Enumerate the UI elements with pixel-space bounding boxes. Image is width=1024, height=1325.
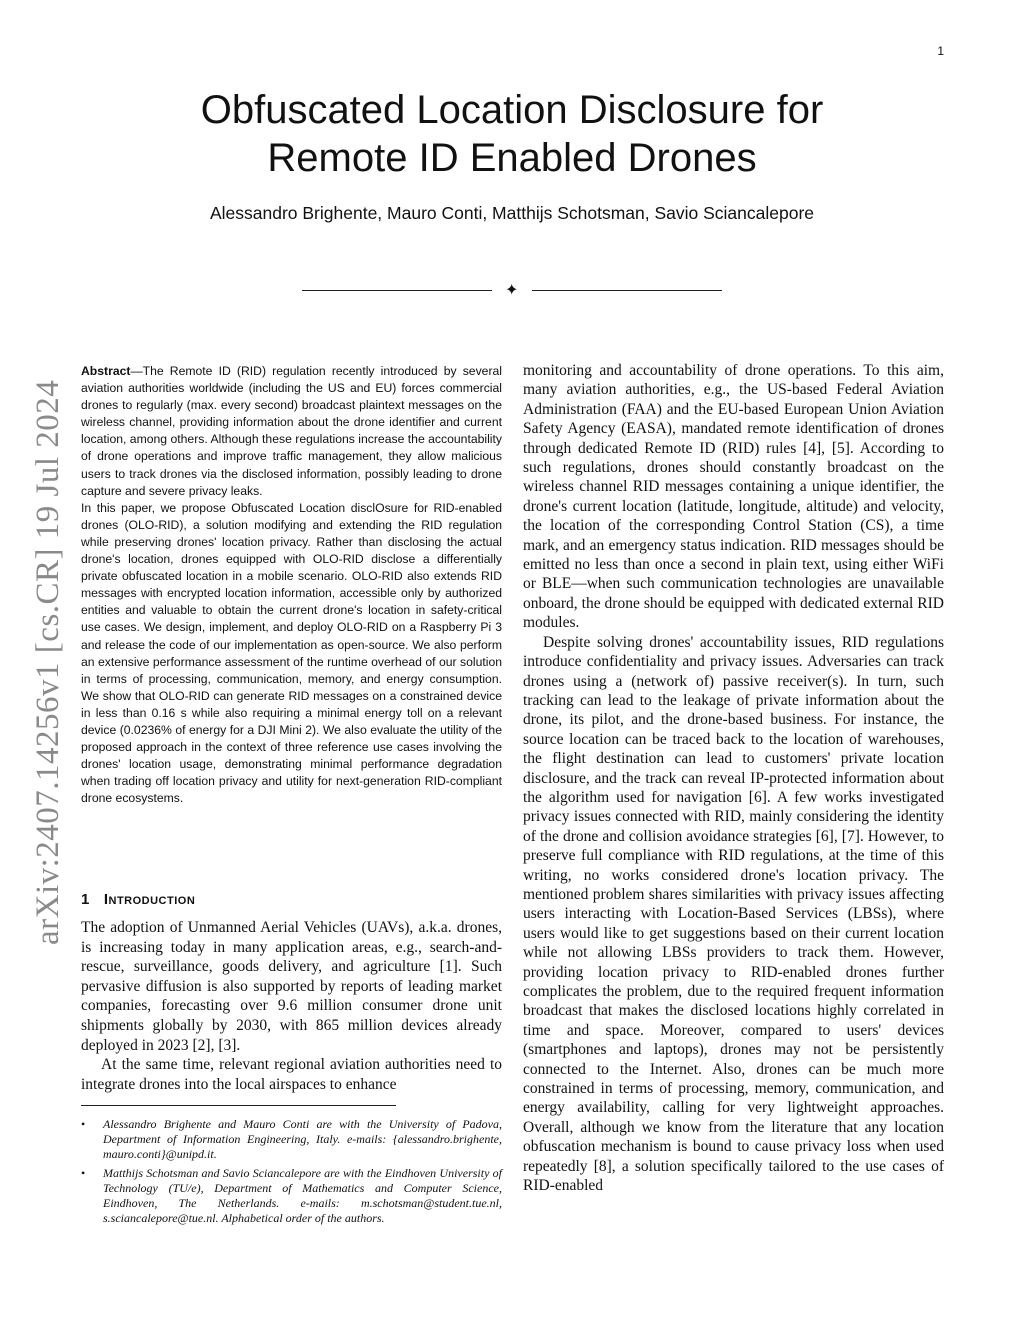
paper-title <box>0 86 1024 182</box>
abstract-paragraph-1 <box>81 363 502 500</box>
footnote-bullet-icon: • <box>81 1165 86 1180</box>
abstract-text-1: —The Remote ID (RID) regulation recently introduced by several aviation authorities worldwide (including the US and EU) forces commercial drones to regularly (max. every second) broadcast plaintext messages on the wireless channel, providing information about the drone identifier and current location, among others. Although these regulations increase the accountability of drone operations and improve traffic management, they allow malicious users to track drones via the disclosed information, possibly leading to drone capture and severe privacy leaks. <box>81 364 502 498</box>
introduction-left-column <box>81 918 502 1094</box>
title-separator <box>302 281 722 301</box>
footnote-text: Matthijs Schotsman and Savio Sciancalepore are with the Eindhoven University of Technology (TU/e), Department of Mathematics and Computer Science, Eindhoven, The Netherlands. e-mails: m.schotsman@student.tue.nl, s.sciancalepore@tue.nl. Alphabetical order of the authors. <box>103 1165 502 1226</box>
title-line-2: Remote ID Enabled Drones <box>267 136 757 180</box>
section-title: Introduction <box>103 891 196 908</box>
separator-line-left <box>302 290 492 291</box>
separator-diamond-icon: ✦ <box>505 282 519 299</box>
separator-line-right <box>532 290 722 291</box>
right-paragraph-1: monitoring and accountability of drone operations. To this aim, many aviation authorities, e.g., the US-based Federal Aviation Administration (FAA) and the EU-based European Union Aviation Safety Agency (EASA), mandated remote identification of drones through dedicated Remote ID (RID) rules [4], [5]. According to such regulations, drones should constantly broadcast on the wireless channel RID messages containing a unique identifier, the drone's current location (latitude, longitude, altitude) and velocity, the location of the corresponding Control Station (CS), a time mark, and an emergency status indication. RID messages should be emitted no less than once a second in plain text, using either WiFi or BLE—when such communication technologies are unavailable onboard, the drone should be equipped with dedicated external RID modules. <box>523 362 944 632</box>
intro-paragraph-2: At the same time, relevant regional aviation authorities need to integrate drones into the local airspaces to enhance <box>81 1056 502 1093</box>
footnote-rule <box>81 1105 396 1106</box>
footnote-affiliation-2 <box>81 1166 502 1227</box>
section-number: 1 <box>81 891 90 908</box>
right-paragraph-2: Despite solving drones' accountability issues, RID regulations introduce confidentiality and privacy issues. Adversaries can track drones using a (network of) passive receiver(s). In turn, such tracking can lead to the leakage of private information about the drone, its pilot, and the drone-based business. For instance, the source location can be traced back to the location of warehouses, the flight destination can lead to customers' private location disclosure, and the track can reveal IP-protected information about the algorithm used for navigation [6]. A few works investigated privacy issues connected with RID, mainly considering the identity of the drone and collision avoidance strategies [6], [7]. However, to preserve full compliance with RID regulations, at the time of this writing, no works considered drone's location privacy. The mentioned problem shares similarities with privacy issues affecting users interacting with Location-Based Services (LBSs), where users would like to get suggestions based on their current location while not allowing LBSs providers to track them. However, providing location privacy to RID-enabled drones further complicates the problem, due to the required frequent information broadcast that makes the disclosed locations highly correlated in time and space. Moreover, compared to users' devices (smartphones and laptops), drones may not be persistently connected to the Internet. Also, drones can be much more constrained in terms of processing, memory, communication, and energy availability, calling for very lightweight approaches. Overall, although we know from the literature that any location obfuscation mechanism is bound to cause privacy loss when used repeatedly [8], a solution specifically tailored to the use cases of RID-enabled <box>523 633 944 1195</box>
section-heading-introduction <box>81 891 195 908</box>
arxiv-identifier: arXiv:2407.14256v1 [cs.CR] 19 Jul 2024 <box>30 379 66 945</box>
introduction-right-column <box>523 361 944 1195</box>
footnotes <box>81 1117 502 1226</box>
author-list: Alessandro Brighente, Mauro Conti, Matthijs Schotsman, Savio Sciancalepore <box>209 203 815 223</box>
footnote-affiliation-1 <box>81 1117 502 1163</box>
footnote-text: Alessandro Brighente and Mauro Conti are with the University of Padova, Department of Information Engineering, Italy. e-mails: {alessandro.brighente, mauro.conti}@unipd.it. <box>103 1117 502 1162</box>
abstract-paragraph-2: In this paper, we propose Obfuscated Location disclOsure for RID-enabled drones (OLO-RID), a solution modifying and extending the RID regulation while preserving drones' location privacy. Rather than disclosing the actual drone's location, drones equipped with OLO-RID disclose a differentially private obfuscated location in a mobile scenario. OLO-RID also extends RID messages with encrypted location information, accessible only by authorized entities and valuable to obtain the current drone's location in safety-critical use cases. We design, implement, and deploy OLO-RID on a Raspberry Pi 3 and release the code of our implementation as open-source. We also perform an extensive performance assessment of the runtime overhead of our solution in terms of processing, communication, memory, and energy consumption. We show that OLO-RID can generate RID messages on a constrained device in less than 0.16 s while also requiring a minimal energy toll on a relevant device (0.0236% of energy for a DJI Mini 2). We also evaluate the utility of the proposed approach in the context of three reference use cases involving the drones' location usage, demonstrating minimal performance degradation when trading off location privacy and utility for next-generation RID-compliant drone ecosystems. <box>81 500 502 806</box>
page-number: 1 <box>937 44 944 58</box>
abstract-label: Abstract <box>81 364 131 378</box>
intro-paragraph-1: The adoption of Unmanned Aerial Vehicles (UAVs), a.k.a. drones, is increasing today in many application areas, e.g., search-and-rescue, surveillance, goods delivery, and agriculture [1]. Such pervasive diffusion is also supported by reports of leading market companies, forecasting over 9.6 million consumer drone unit shipments globally by 2030, with 865 million devices already deployed in 2023 [2], [3]. <box>81 919 502 1054</box>
abstract <box>81 363 502 807</box>
footnote-bullet-icon: • <box>81 1117 86 1131</box>
title-line-1: Obfuscated Location Disclosure for <box>200 88 824 132</box>
